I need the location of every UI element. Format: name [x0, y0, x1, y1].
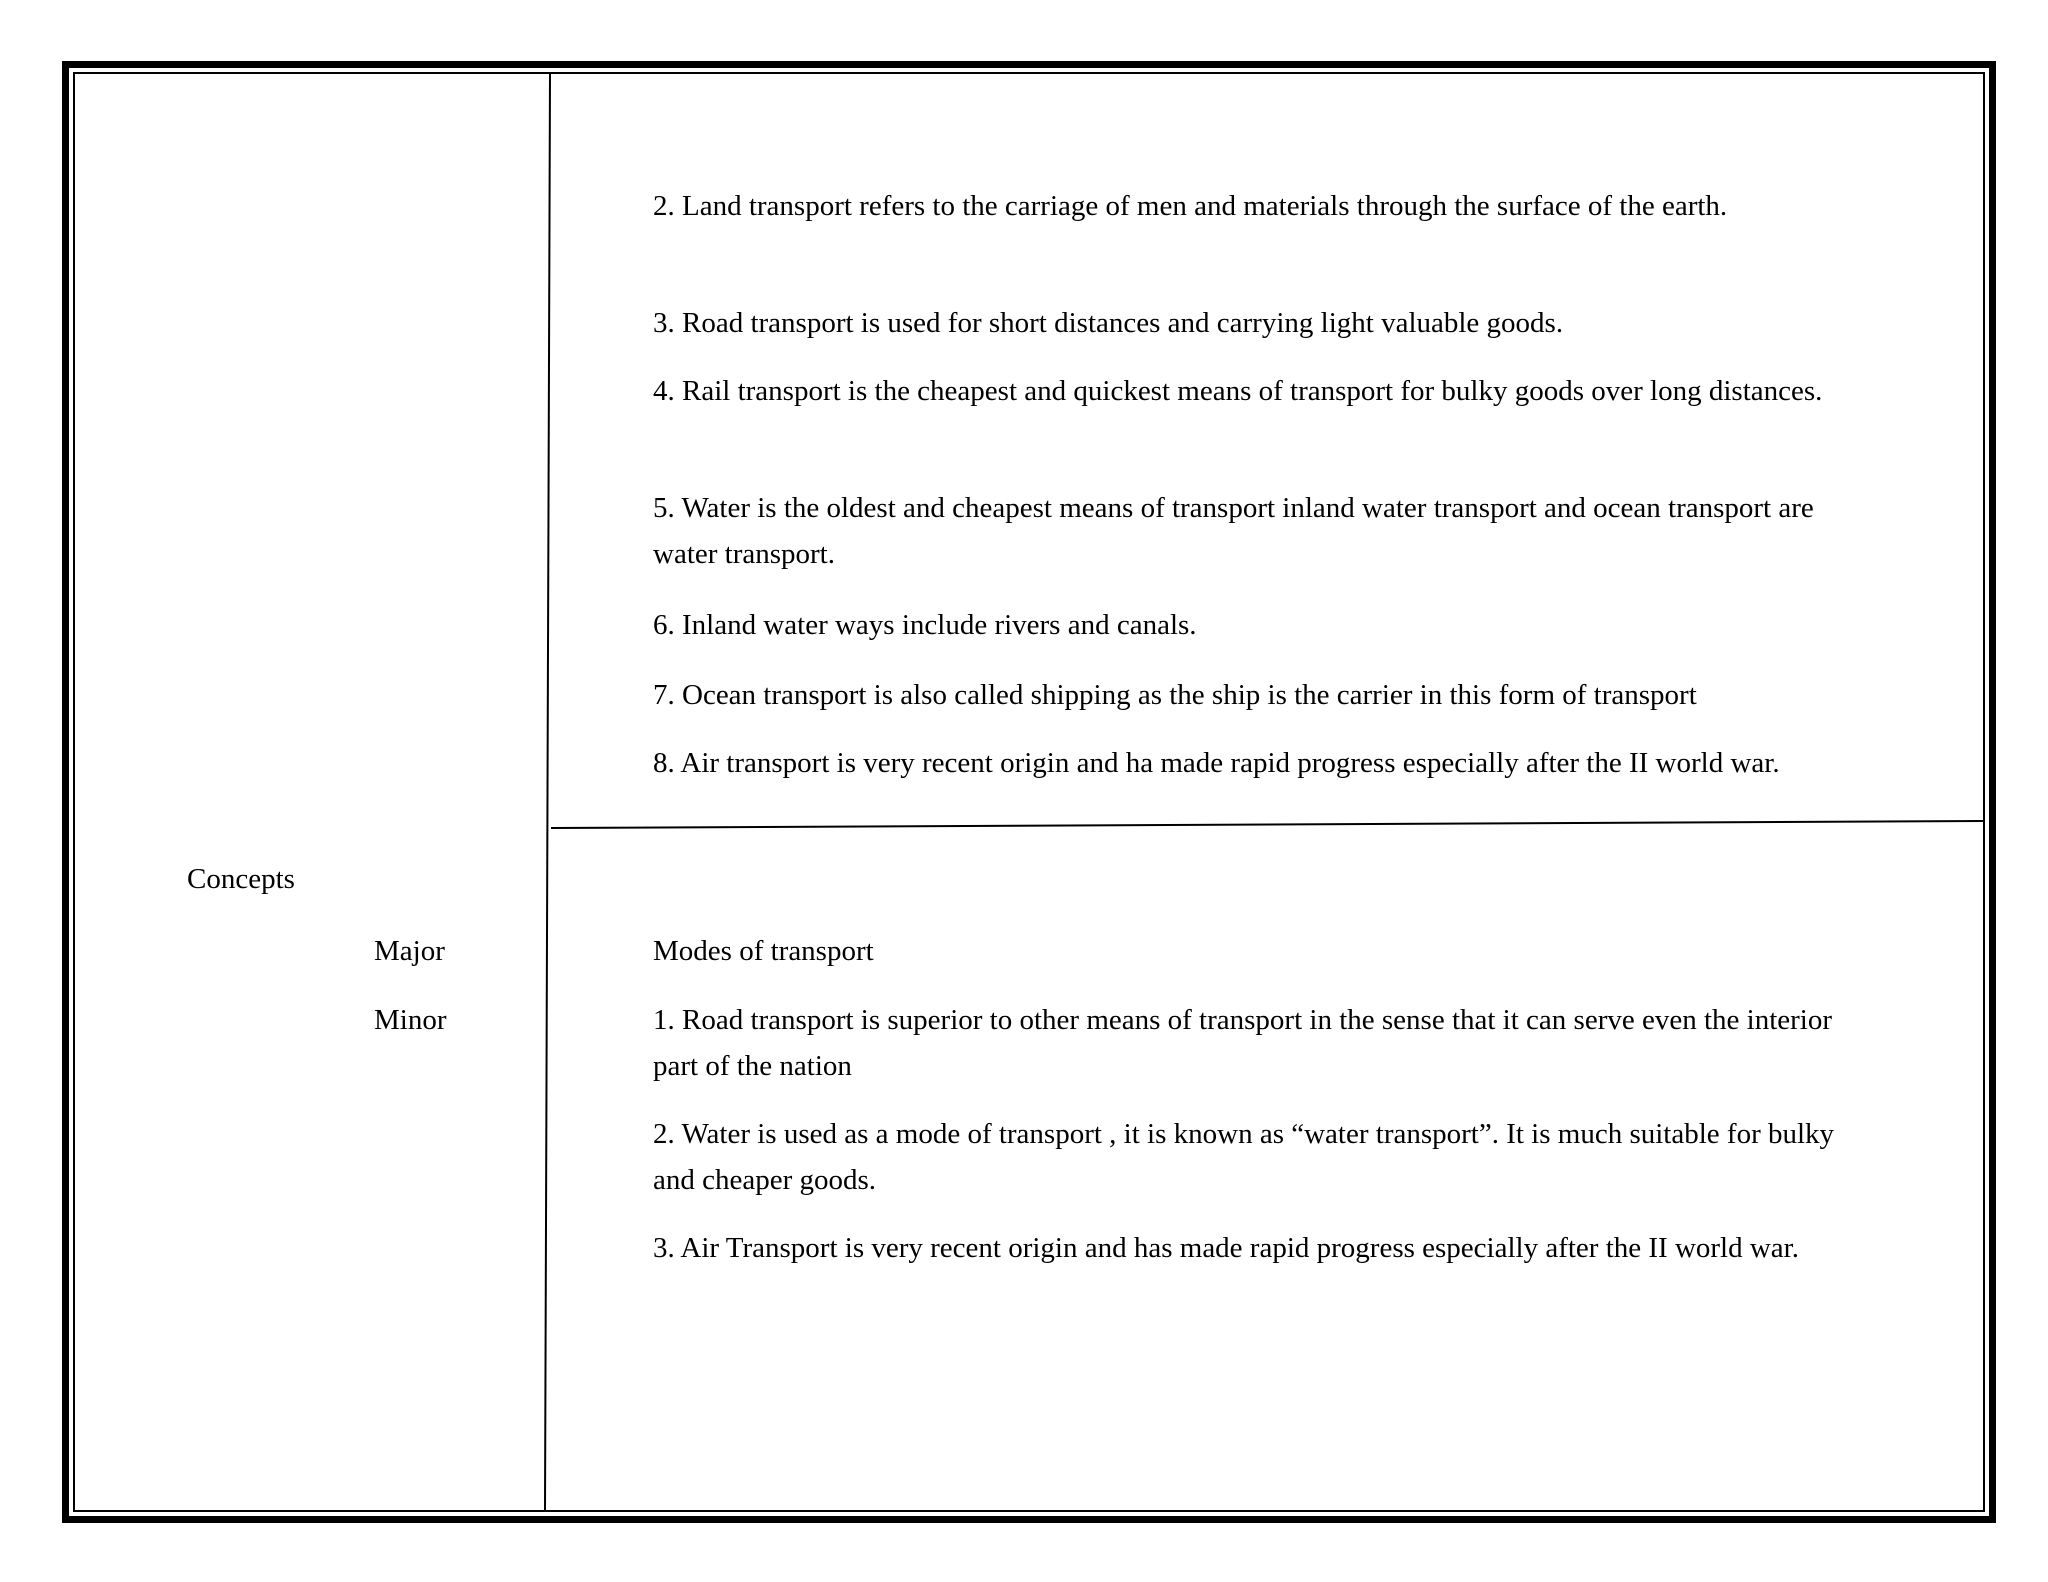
modes-heading: Modes of transport [653, 935, 874, 967]
top-point-6: 6. Inland water ways include rivers and canals. [653, 609, 1197, 641]
bottom-point-3: 3. Air Transport is very recent origin and has made rapid progress especially after the II world war. [653, 1232, 1799, 1264]
top-point-5: 5. Water is the oldest and cheapest means of transport inland water transport and ocean transport are water transport. [653, 492, 1814, 570]
top-point-2: 2. Land transport refers to the carriage of men and materials through the surface of the earth. [653, 190, 1728, 222]
top-point-7: 7. Ocean transport is also called shipping as the ship is the carrier in this form of transport [653, 679, 1697, 711]
concepts-label: Concepts [187, 863, 295, 895]
bottom-point-1: 1. Road transport is superior to other means of transport in the sense that it can serve even the interior part of the nation [653, 1004, 1833, 1082]
minor-label: Minor [374, 1004, 447, 1036]
top-point-3: 3. Road transport is used for short distances and carrying light valuable goods. [653, 307, 1564, 339]
major-label: Major [374, 935, 445, 967]
top-point-4: 4. Rail transport is the cheapest and quickest means of transport for bulky goods over long distances. [653, 375, 1823, 407]
top-point-8: 8. Air transport is very recent origin and ha made rapid progress especially after the II world war. [653, 747, 1780, 779]
bottom-point-2: 2. Water is used as a mode of transport , it is known as “water transport”. It is much suitable for bulky and cheaper goods. [653, 1118, 1835, 1196]
column-divider [545, 74, 550, 1510]
row-divider [551, 821, 1983, 828]
